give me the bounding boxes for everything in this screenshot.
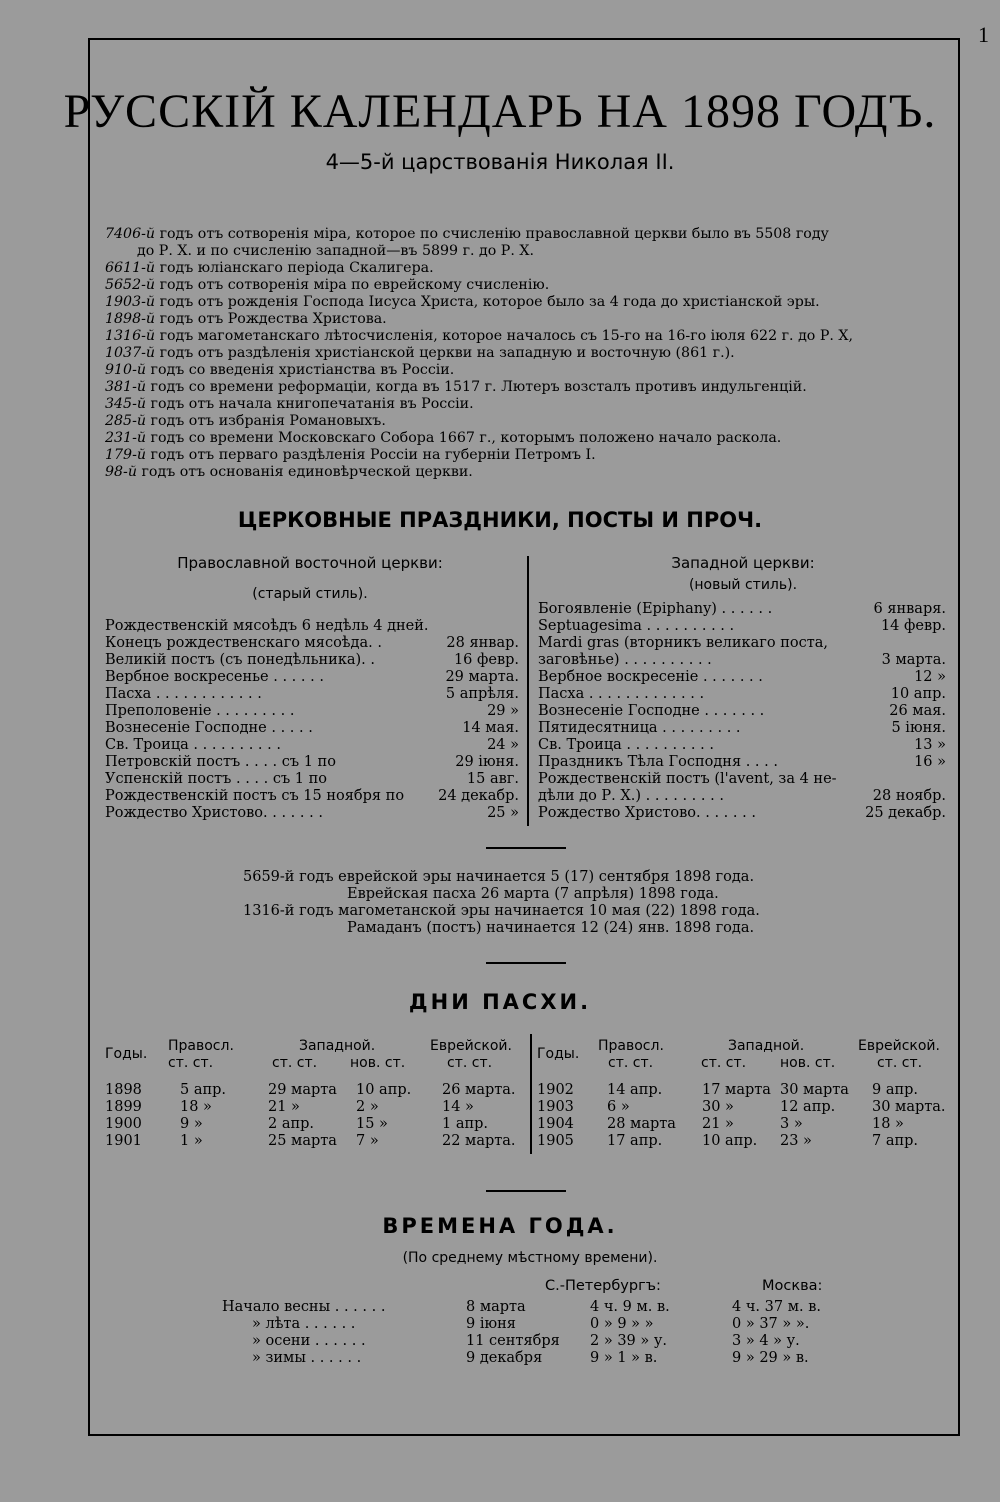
seasons-note: (По среднему мѣстному времени). xyxy=(402,1250,658,1266)
season-name: » зимы . . . . . . xyxy=(252,1350,362,1366)
holiday-date: 24 » xyxy=(487,737,519,753)
holiday-row xyxy=(105,703,519,720)
era-line xyxy=(105,430,781,447)
holiday-date: 29 марта. xyxy=(445,669,519,685)
era-line xyxy=(105,260,434,277)
easter-western-old: 21 » xyxy=(702,1116,734,1132)
holiday-name: Конецъ рождественскаго мясоѣда. . xyxy=(105,635,382,651)
easter-western-new: 7 » xyxy=(356,1133,379,1149)
moscow-time: 3 » 4 » у. xyxy=(732,1333,800,1349)
easter-western-new: 12 апр. xyxy=(780,1099,836,1115)
holiday-name: Рождественскій мясоѣдъ 6 недѣль 4 дней. xyxy=(105,618,429,634)
jewish-note-2: Еврейская пасха 26 марта (7 апрѣля) 1898 года. xyxy=(347,886,719,902)
easter-jewish: 22 марта. xyxy=(442,1133,516,1149)
holiday-name: Вознесеніе Господне . . . . . . . xyxy=(538,703,765,719)
holiday-date: 10 апр. xyxy=(890,686,946,702)
easter-western-old: 17 марта xyxy=(702,1082,771,1098)
holiday-name: Вознесеніе Господне . . . . . xyxy=(105,720,313,736)
era-text: годъ отъ Рождества Христова. xyxy=(159,311,387,327)
era-number: 381-й xyxy=(105,379,147,395)
holiday-date: 15 авг. xyxy=(466,771,519,787)
col-western-new: нов. ст. xyxy=(780,1055,836,1071)
holiday-row xyxy=(105,805,519,822)
holiday-date: 26 мая. xyxy=(889,703,946,719)
easter-divider xyxy=(530,1034,532,1154)
moscow-time: 9 » 29 » в. xyxy=(732,1350,809,1366)
easter-jewish: 1 апр. xyxy=(442,1116,489,1132)
col-orthodox: Правосл. xyxy=(598,1038,664,1054)
era-number: 910-й xyxy=(105,362,147,378)
era-line xyxy=(137,243,534,260)
west-church-title: Западной церкви: xyxy=(671,554,815,572)
holiday-name: Петровскій постъ . . . . съ 1 по xyxy=(105,754,336,770)
col-western: Западной. xyxy=(299,1038,376,1054)
east-church-title: Православной восточной церкви: xyxy=(177,554,443,572)
holiday-row xyxy=(538,805,946,822)
col-years: Годы. xyxy=(105,1046,148,1062)
season-date: 8 марта xyxy=(466,1299,526,1315)
era-number: 345-й xyxy=(105,396,147,412)
divider-rule xyxy=(486,847,566,849)
spb-time: 0 » 9 » » xyxy=(590,1316,654,1332)
col-orthodox-old: ст. ст. xyxy=(608,1055,654,1071)
holiday-date: 29 іюня. xyxy=(455,754,519,770)
holiday-date: 14 мая. xyxy=(462,720,519,736)
holiday-row xyxy=(538,601,946,618)
page-title: РУССКIЙ КАЛЕНДАРЬ НА 1898 ГОДЪ. xyxy=(63,85,937,138)
col-orthodox-old: ст. ст. xyxy=(168,1055,214,1071)
jewish-note-1: 5659-й годъ еврейской эры начинается 5 (17) сентября 1898 года. xyxy=(243,869,755,885)
holiday-row xyxy=(538,669,946,686)
easter-western-old: 30 » xyxy=(702,1099,734,1115)
holiday-name: Преполовеніе . . . . . . . . . xyxy=(105,703,295,719)
holiday-name: Пасха . . . . . . . . . . . . xyxy=(105,686,262,702)
era-text: годъ отъ основанія единовѣрческой церкви. xyxy=(141,464,473,480)
era-number: 98-й xyxy=(105,464,137,480)
holiday-row xyxy=(105,669,519,686)
holiday-date: 6 января. xyxy=(873,601,946,617)
holiday-name: Богоявленіе (Epiphany) . . . . . . xyxy=(538,601,773,617)
holiday-date: 13 » xyxy=(914,737,946,753)
holiday-date: 16 » xyxy=(914,754,946,770)
col-years: Годы. xyxy=(537,1046,580,1062)
holiday-name: заговѣнье) . . . . . . . . . . xyxy=(538,652,712,668)
easter-orthodox: 5 апр. xyxy=(180,1082,227,1098)
easter-western-old: 10 апр. xyxy=(702,1133,758,1149)
holiday-date: 5 апрѣля. xyxy=(445,686,519,702)
easter-western-old: 2 апр. xyxy=(268,1116,315,1132)
easter-jewish: 18 » xyxy=(872,1116,904,1132)
holiday-name: Septuagesima . . . . . . . . . . xyxy=(538,618,735,634)
col-western-old: ст. ст. xyxy=(701,1055,747,1071)
easter-western-new: 10 апр. xyxy=(356,1082,412,1098)
easter-year: 1904 xyxy=(537,1116,574,1132)
holiday-name: Mardi gras (вторникъ великаго поста, xyxy=(538,635,828,651)
easter-year: 1902 xyxy=(537,1082,574,1098)
spb-time: 9 » 1 » в. xyxy=(590,1350,658,1366)
era-line xyxy=(105,379,807,396)
era-line xyxy=(105,311,387,328)
easter-western-new: 2 » xyxy=(356,1099,379,1115)
holiday-row xyxy=(105,635,519,652)
muslim-note-2: Рамаданъ (постъ) начинается 12 (24) янв. 1898 года. xyxy=(347,920,755,936)
holiday-date: 14 февр. xyxy=(880,618,946,634)
era-text: годъ отъ избранія Романовыхъ. xyxy=(150,413,386,429)
holiday-row xyxy=(538,703,946,720)
era-line xyxy=(105,345,735,362)
holiday-name: Великій постъ (съ понедѣльника). . xyxy=(105,652,376,668)
era-text: годъ отъ начала книгопечатанія въ Россіи. xyxy=(150,396,474,412)
easter-western-new: 30 марта xyxy=(780,1082,849,1098)
holiday-name: Пятидесятница . . . . . . . . . xyxy=(538,720,741,736)
era-number: 6611-й xyxy=(105,260,156,276)
era-line xyxy=(105,396,474,413)
holiday-date: 29 » xyxy=(487,703,519,719)
season-name: » осени . . . . . . xyxy=(252,1333,366,1349)
moscow-header: Москва: xyxy=(762,1278,823,1294)
holiday-name: Вербное воскресенье . . . . . . xyxy=(105,669,324,685)
holiday-name: Вербное воскресеніе . . . . . . . xyxy=(538,669,763,685)
holidays-divider xyxy=(527,556,529,826)
era-number: 1316-й xyxy=(105,328,156,344)
holiday-row xyxy=(105,686,519,703)
easter-jewish: 7 апр. xyxy=(872,1133,919,1149)
era-text: до Р. Х. и по счисленію западной—въ 5899 г. до Р. Х. xyxy=(137,243,534,259)
holiday-date: 28 ноябр. xyxy=(872,788,946,804)
holiday-name: Рождество Христово. . . . . . . xyxy=(105,805,323,821)
season-name: » лѣта . . . . . . xyxy=(252,1316,356,1332)
muslim-note-1: 1316-й годъ магометанской эры начинается 10 мая (22) 1898 года. xyxy=(243,903,760,919)
easter-orthodox: 1 » xyxy=(180,1133,203,1149)
holiday-name: дѣли до Р. Х.) . . . . . . . . . xyxy=(538,788,724,804)
season-name: Начало весны . . . . . . xyxy=(222,1299,386,1315)
spb-time: 2 » 39 » у. xyxy=(590,1333,667,1349)
era-text: годъ отъ перваго раздѣленія Россіи на губерніи Петромъ I. xyxy=(150,447,596,463)
holiday-row xyxy=(105,720,519,737)
holiday-date: 5 іюня. xyxy=(891,720,946,736)
era-text: годъ со введенія христіанства въ Россіи. xyxy=(150,362,455,378)
holiday-name: Пасха . . . . . . . . . . . . . xyxy=(538,686,705,702)
era-number: 5652-й xyxy=(105,277,156,293)
col-western-new: нов. ст. xyxy=(350,1055,406,1071)
era-number: 231-й xyxy=(105,430,147,446)
holiday-row xyxy=(105,652,519,669)
holiday-date: 25 декабр. xyxy=(865,805,946,821)
holiday-name: Св. Троица . . . . . . . . . . xyxy=(538,737,714,753)
era-text: годъ магометанскаго лѣтосчисленія, которое началось съ 15-го на 16-го іюля 622 г. до Р. Х, xyxy=(159,328,854,344)
east-church-style: (старый стиль). xyxy=(252,586,368,602)
holiday-row xyxy=(105,754,519,771)
era-text: годъ отъ раздѣленія христіанской церкви на западную и восточную (861 г.). xyxy=(159,345,735,361)
moscow-time: 0 » 37 » ». xyxy=(732,1316,810,1332)
easter-heading: ДНИ ПАСХИ. xyxy=(408,990,592,1014)
holiday-name: Рождественскій постъ съ 15 ноября по xyxy=(105,788,405,804)
era-number: 1898-й xyxy=(105,311,156,327)
era-text: годъ отъ сотворенія міра, которое по счисленію православной церкви было въ 5508 году xyxy=(159,226,829,242)
easter-jewish: 26 марта. xyxy=(442,1082,516,1098)
seasons-heading: ВРЕМЕНА ГОДА. xyxy=(382,1214,618,1238)
col-western-old: ст. ст. xyxy=(272,1055,318,1071)
spb-time: 4 ч. 9 м. в. xyxy=(590,1299,670,1315)
holiday-row xyxy=(105,771,519,788)
col-jewish-old: ст. ст. xyxy=(447,1055,493,1071)
holiday-row xyxy=(538,652,946,669)
era-number: 1037-й xyxy=(105,345,156,361)
era-line xyxy=(105,362,454,379)
era-line xyxy=(105,294,820,311)
era-number: 179-й xyxy=(105,447,147,463)
easter-year: 1903 xyxy=(537,1099,574,1115)
easter-orthodox: 14 апр. xyxy=(607,1082,663,1098)
era-line xyxy=(105,226,829,243)
easter-year: 1900 xyxy=(105,1116,142,1132)
era-line xyxy=(105,464,473,481)
era-text: годъ со времени Московскаго Собора 1667 г., которымъ положено начало раскола. xyxy=(150,430,782,446)
easter-year: 1898 xyxy=(105,1082,142,1098)
holiday-name: Успенскій постъ . . . . съ 1 по xyxy=(105,771,328,787)
holiday-row xyxy=(105,618,519,635)
divider-rule xyxy=(486,1190,566,1192)
holiday-row xyxy=(105,737,519,754)
easter-western-new: 3 » xyxy=(780,1116,803,1132)
holiday-date: 3 марта. xyxy=(881,652,946,668)
col-jewish: Еврейской. xyxy=(858,1038,940,1054)
holiday-row xyxy=(538,754,946,771)
era-text: годъ отъ сотворенія міра по еврейскому счисленію. xyxy=(159,277,550,293)
holiday-name: Праздникъ Тѣла Господня . . . . xyxy=(538,754,778,770)
era-number: 1903-й xyxy=(105,294,156,310)
era-line xyxy=(105,413,386,430)
holiday-row xyxy=(538,686,946,703)
holiday-name: Св. Троица . . . . . . . . . . xyxy=(105,737,281,753)
era-text: годъ юліанскаго періода Скалигера. xyxy=(159,260,434,276)
holiday-row xyxy=(105,788,519,805)
easter-year: 1901 xyxy=(105,1133,142,1149)
easter-western-old: 21 » xyxy=(268,1099,300,1115)
holiday-name: Рождество Христово. . . . . . . xyxy=(538,805,756,821)
holiday-date: 24 декабр. xyxy=(438,788,519,804)
easter-western-new: 23 » xyxy=(780,1133,812,1149)
page-subtitle: 4—5-й царствованiя Николая II. xyxy=(325,150,675,174)
col-western: Западной. xyxy=(728,1038,805,1054)
holiday-row xyxy=(538,635,946,652)
holidays-heading: ЦЕРКОВНЫЕ ПРАЗДНИКИ, ПОСТЫ И ПРОЧ. xyxy=(237,508,763,532)
easter-orthodox: 9 » xyxy=(180,1116,203,1132)
season-date: 9 декабря xyxy=(466,1350,543,1366)
holiday-date: 25 » xyxy=(487,805,519,821)
season-date: 11 сентября xyxy=(466,1333,560,1349)
holiday-name: Рождественскій постъ (l'avent, за 4 не- xyxy=(538,771,837,787)
era-text: годъ отъ рожденія Господа Іисуса Христа, которое было за 4 года до христіанской эры. xyxy=(159,294,820,310)
col-orthodox: Правосл. xyxy=(168,1038,234,1054)
holiday-date: 28 январ. xyxy=(446,635,519,651)
easter-orthodox: 28 марта xyxy=(607,1116,676,1132)
divider-rule xyxy=(486,962,566,964)
easter-orthodox: 17 апр. xyxy=(607,1133,663,1149)
holiday-row xyxy=(538,618,946,635)
holiday-row xyxy=(538,771,946,788)
page-number-mark: 1 xyxy=(978,22,989,47)
easter-western-old: 25 марта xyxy=(268,1133,337,1149)
moscow-time: 4 ч. 37 м. в. xyxy=(732,1299,821,1315)
season-date: 9 іюня xyxy=(466,1316,516,1332)
easter-orthodox: 18 » xyxy=(180,1099,212,1115)
era-text: годъ со времени реформаціи, когда въ 1517 г. Лютеръ возсталъ противъ индульгенцій. xyxy=(150,379,807,395)
easter-jewish: 14 » xyxy=(442,1099,474,1115)
easter-western-old: 29 марта xyxy=(268,1082,337,1098)
col-jewish: Еврейской. xyxy=(430,1038,512,1054)
west-church-style: (новый стиль). xyxy=(688,577,798,593)
holiday-row xyxy=(538,788,946,805)
easter-western-new: 15 » xyxy=(356,1116,388,1132)
era-number: 7406-й xyxy=(105,226,156,242)
col-jewish-old: ст. ст. xyxy=(877,1055,923,1071)
era-line xyxy=(105,328,853,345)
easter-year: 1899 xyxy=(105,1099,142,1115)
era-number: 285-й xyxy=(105,413,147,429)
spb-header: С.-Петербургъ: xyxy=(545,1278,661,1294)
holiday-date: 12 » xyxy=(914,669,946,685)
era-line xyxy=(105,277,549,294)
holiday-row xyxy=(538,737,946,754)
easter-year: 1905 xyxy=(537,1133,574,1149)
easter-orthodox: 6 » xyxy=(607,1099,630,1115)
easter-jewish: 9 апр. xyxy=(872,1082,919,1098)
easter-jewish: 30 марта. xyxy=(872,1099,946,1115)
holiday-row xyxy=(538,720,946,737)
holiday-date: 16 февр. xyxy=(453,652,519,668)
era-line xyxy=(105,447,596,464)
